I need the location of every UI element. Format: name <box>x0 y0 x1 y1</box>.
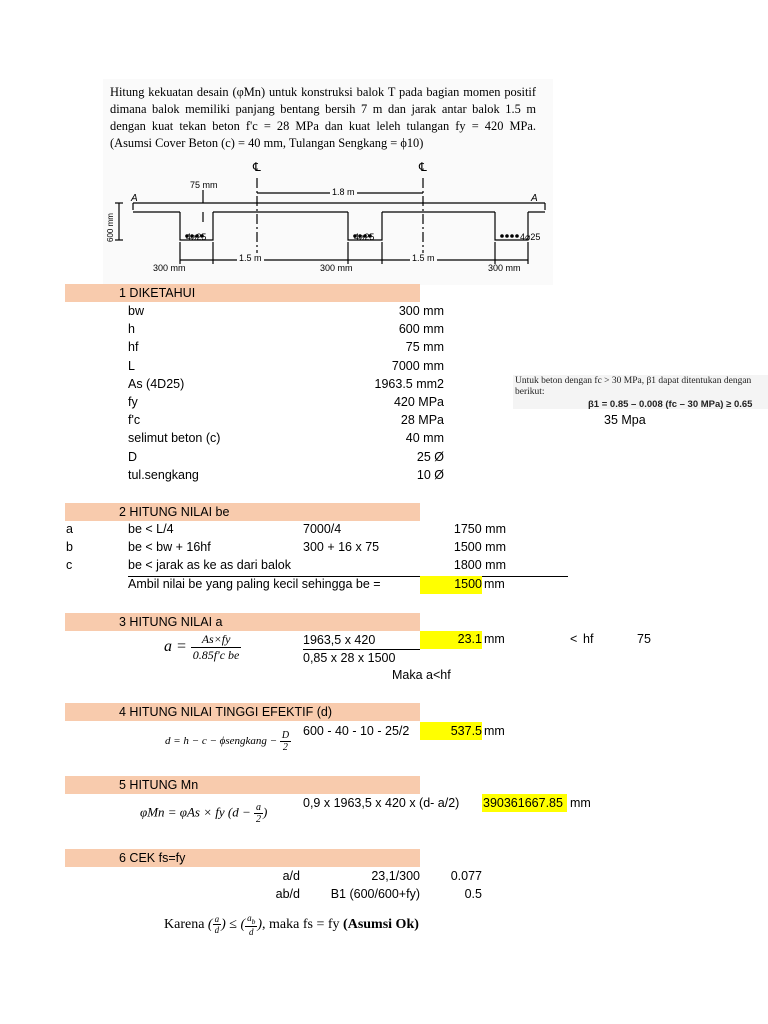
height-label: 600 mm <box>106 213 115 242</box>
center-spacing-label: 1.8 m <box>332 187 355 197</box>
given-value: 25 Ø <box>416 449 444 464</box>
mn-unit: mm <box>570 796 591 810</box>
given-value: 10 Ø <box>416 467 444 482</box>
a-calc-numerator: 1963,5 x 420 <box>303 633 376 647</box>
mn-formula-close: ) <box>263 804 268 820</box>
web-width-label-2: 300 mm <box>320 263 353 273</box>
given-label: L <box>128 358 135 373</box>
be-row-calc: 300 + 16 x 75 <box>303 540 380 555</box>
beta1-note-formula: β1 = 0.85 – 0.008 (fc – 30 MPa) ≥ 0.65 <box>588 399 753 410</box>
given-label: selimut beton (c) <box>128 431 221 446</box>
given-value: 40 mm <box>405 431 444 446</box>
be-row-key: c <box>66 558 73 573</box>
d-formula-text: d = h − c − ϕsengkang − <box>165 735 278 748</box>
given-label: h <box>128 322 135 337</box>
section-5-header: 5 HITUNG Mn <box>119 778 199 792</box>
fs-conclusion-suffix: , maka fs = fy <box>262 917 340 933</box>
fs-row-calc: 23,1/300 <box>371 869 420 883</box>
beam-section-figure <box>105 150 555 280</box>
given-value: 300 mm <box>398 304 444 318</box>
be-result-unit: mm <box>484 577 505 591</box>
a-calc-denominator: 0,85 x 28 x 1500 <box>303 651 396 665</box>
given-label: tul.sengkang <box>128 467 199 482</box>
be-row-value: 1500 mm <box>453 540 506 555</box>
a-calc-fraction-line <box>303 649 420 650</box>
fs-row-label: a/d <box>282 869 300 883</box>
a-unit: mm <box>484 632 505 646</box>
fs-row-calc: B1 (600/600+fy) <box>330 887 420 902</box>
mn-formula-text: φMn = φAs × fy (d − <box>140 804 251 820</box>
rebar-label-2: 4⌀25 <box>354 232 375 242</box>
given-value: 75 mm <box>405 340 444 355</box>
be-row-value: 1800 mm <box>453 558 506 573</box>
rebar-label-1: 4⌀25 <box>186 232 207 242</box>
fs-conclusion-bold: (Asumsi Ok) <box>343 917 419 933</box>
web-width-label-1: 300 mm <box>153 263 186 273</box>
section-2-header: 2 HITUNG NILAI be <box>119 505 230 519</box>
d-calc: 600 - 40 - 10 - 25/2 <box>303 724 410 738</box>
a-compare-label: hf <box>583 632 594 646</box>
d-value: 537.5 <box>450 724 482 738</box>
be-row-condition: be < jarak as ke as dari balok <box>128 558 291 573</box>
section-6-header: 6 CEK fs=fy <box>119 851 186 865</box>
flange-thickness-label: 75 mm <box>190 180 218 190</box>
given-label: f'c <box>128 413 141 428</box>
mn-value: 390361667.85 <box>483 796 563 810</box>
mn-calc: 0,9 x 1963,5 x 420 x (d- a/2) <box>303 796 460 810</box>
fs-row-label: ab/d <box>275 887 300 902</box>
problem-statement: Hitung kekuatan desain (φMn) untuk konstruksi balok T pada bagian momen positif dimana balok memiliki panjang bentang bersih 7 m dan jarak antar balok 1.5 m dengan kuat tekan beton f'c = 28 MPa dan kuat leleh tulangan fy = 420 MPa. (Asumsi Cover Beton (c) = 40 mm, Tulangan Sengkang = ϕ10) <box>110 85 536 150</box>
a-compare-value: 75 <box>637 632 651 646</box>
a-formula-lhs: a = <box>164 638 187 656</box>
fs-conclusion: Karena ( $\frac{a}{d}$ ) ≤ ( $\frac{a_b}{d}$ ), maka fs = fy (Asumsi Ok) <box>164 913 419 937</box>
given-label: As (4D25) <box>128 376 185 391</box>
be-row-value: 1750 mm <box>453 522 506 536</box>
d-formula <box>165 730 291 753</box>
given-value: 28 MPa <box>400 413 444 428</box>
given-value: 1963.5 mm2 <box>374 376 444 391</box>
be-result-value: 1500 <box>454 577 482 591</box>
d-formula-denominator: 2 <box>282 742 288 753</box>
given-value: 420 MPa <box>393 395 444 409</box>
web-width-label-3: 300 mm <box>488 263 521 273</box>
be-row-condition: be < bw + 16hf <box>128 540 211 555</box>
section-mark-left: A <box>131 193 138 204</box>
a-formula-numerator: As×fy <box>191 632 242 648</box>
section-1-header: 1 DIKETAHUI <box>119 286 196 300</box>
fs-row-value: 0.5 <box>464 887 482 902</box>
fs-row-value: 0.077 <box>450 869 482 883</box>
clear-span-label-2: 1.5 m <box>412 253 435 263</box>
given-value: 600 mm <box>398 322 444 337</box>
given-label: hf <box>128 340 139 355</box>
be-row-key: a <box>66 522 73 536</box>
be-row-calc: 7000/4 <box>303 522 342 536</box>
beta1-note-text: Untuk beton dengan fc > 30 MPa, β1 dapat ditentukan dengan berikut: <box>515 376 752 397</box>
given-label: fy <box>128 395 138 409</box>
fs-conclusion-prefix: Karena <box>164 917 205 933</box>
centerline-mark-1: ℄ <box>253 160 261 174</box>
d-unit: mm <box>484 724 505 738</box>
mn-formula-numerator: a <box>256 802 261 813</box>
clear-span-label-1: 1.5 m <box>239 253 262 263</box>
a-compare-sign: < <box>570 632 578 646</box>
be-row-condition: be < L/4 <box>128 522 174 536</box>
rebar-label-3: 4⌀25 <box>520 232 541 242</box>
centerline-mark-2: ℄ <box>419 160 427 174</box>
section-3-header: 3 HITUNG NILAI a <box>119 615 223 629</box>
given-value: 7000 mm <box>391 358 444 373</box>
a-value: 23.1 <box>457 632 482 646</box>
mn-formula-denominator: 2 <box>256 814 261 825</box>
section-mark-right: A <box>531 193 538 204</box>
d-formula-numerator: D <box>281 730 290 741</box>
a-conclusion: Maka a<hf <box>392 668 451 682</box>
a-formula <box>164 632 241 663</box>
section-4-header: 4 HITUNG NILAI TINGGI EFEKTIF (d) <box>119 705 332 719</box>
a-formula-denominator: 0.85f'c be <box>192 648 240 662</box>
mn-formula <box>140 802 267 825</box>
beta1-fc-value: 35 Mpa <box>604 413 646 427</box>
fs-conclusion-sign: ≤ <box>229 917 237 933</box>
be-result-label: Ambil nilai be yang paling kecil sehingga be = <box>128 577 381 591</box>
given-label: D <box>128 449 138 464</box>
given-label: bw <box>128 304 144 318</box>
be-row-key: b <box>66 540 73 555</box>
